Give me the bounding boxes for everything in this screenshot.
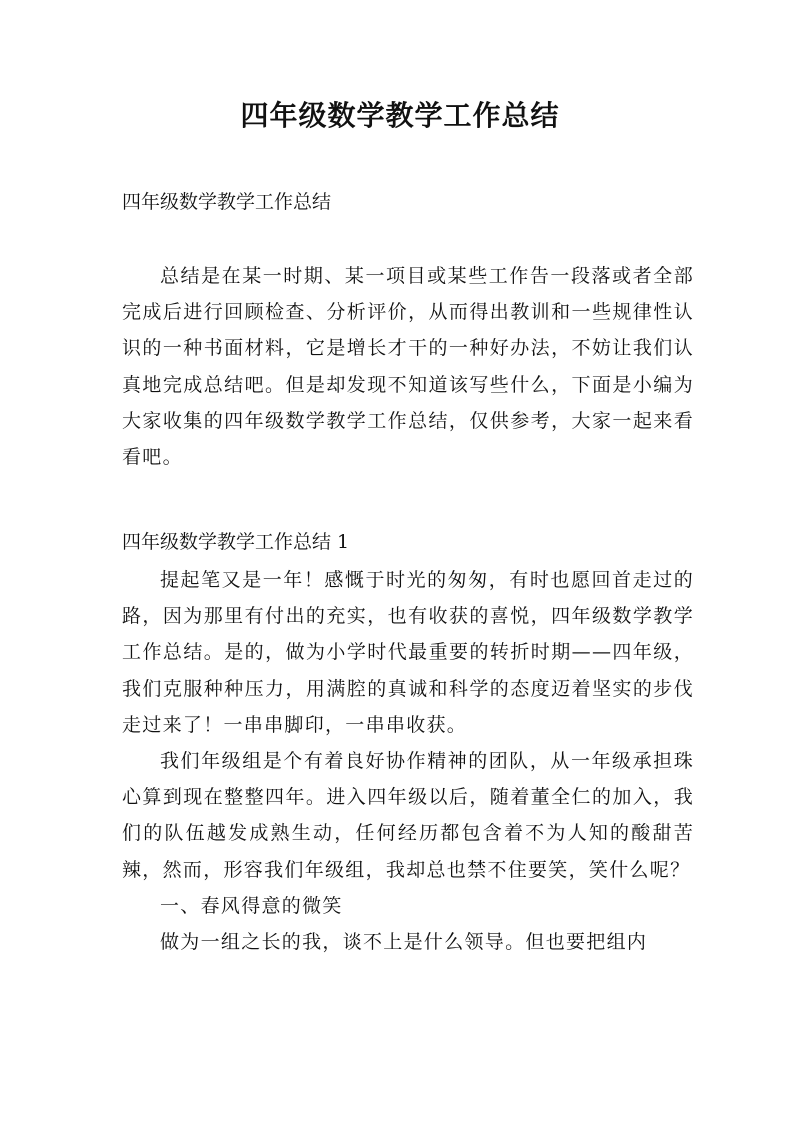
subheading-spring-smile: 一、春风得意的微笑 — [160, 894, 343, 917]
section-heading: 四年级数学教学工作总结 1 — [122, 531, 350, 553]
body-paragraph-2: 我们年级组是个有着良好协作精神的团队，从一年级承担珠心算到现在整整四年。进入四年级以后，随着董全仁的加入，我们的队伍越发成熟生动，任何经历都包含着不为人知的酸甜苦辣，然而，形容我们年级组，我却总也禁不住要笑，笑什么呢？ — [122, 750, 694, 881]
intro-paragraph: 总结是在某一时期、某一项目或某些工作告一段落或者全部完成后进行回顾检查、分析评价，从而得出教训和一些规律性认识的一种书面材料，它是增长才干的一种好办法，不妨让我们认真地完成总结吧。但是却发现不知道该写些什么，下面是小编为大家收集的四年级数学教学工作总结，仅供参考，大家一起来看看吧。 — [122, 265, 694, 469]
body-paragraph-3: 做为一组之长的我，谈不上是什么领导。但也要把组内 — [160, 931, 648, 954]
body-paragraph-1: 提起笔又是一年！感慨于时光的匆匆，有时也愿回首走过的路，因为那里有付出的充实，也有收获的喜悦，四年级数学教学工作总结。是的，做为小学时代最重要的转折时期——四年级，我们克服种种压力，用满腔的真诚和科学的态度迈着坚实的步伐走过来了！一串串脚印，一串串收获。 — [122, 569, 694, 736]
document-title: 四年级数学教学工作总结 — [240, 99, 560, 132]
intro-block — [122, 258, 694, 475]
section-body — [122, 562, 694, 960]
document-subtitle: 四年级数学教学工作总结 — [122, 191, 332, 213]
